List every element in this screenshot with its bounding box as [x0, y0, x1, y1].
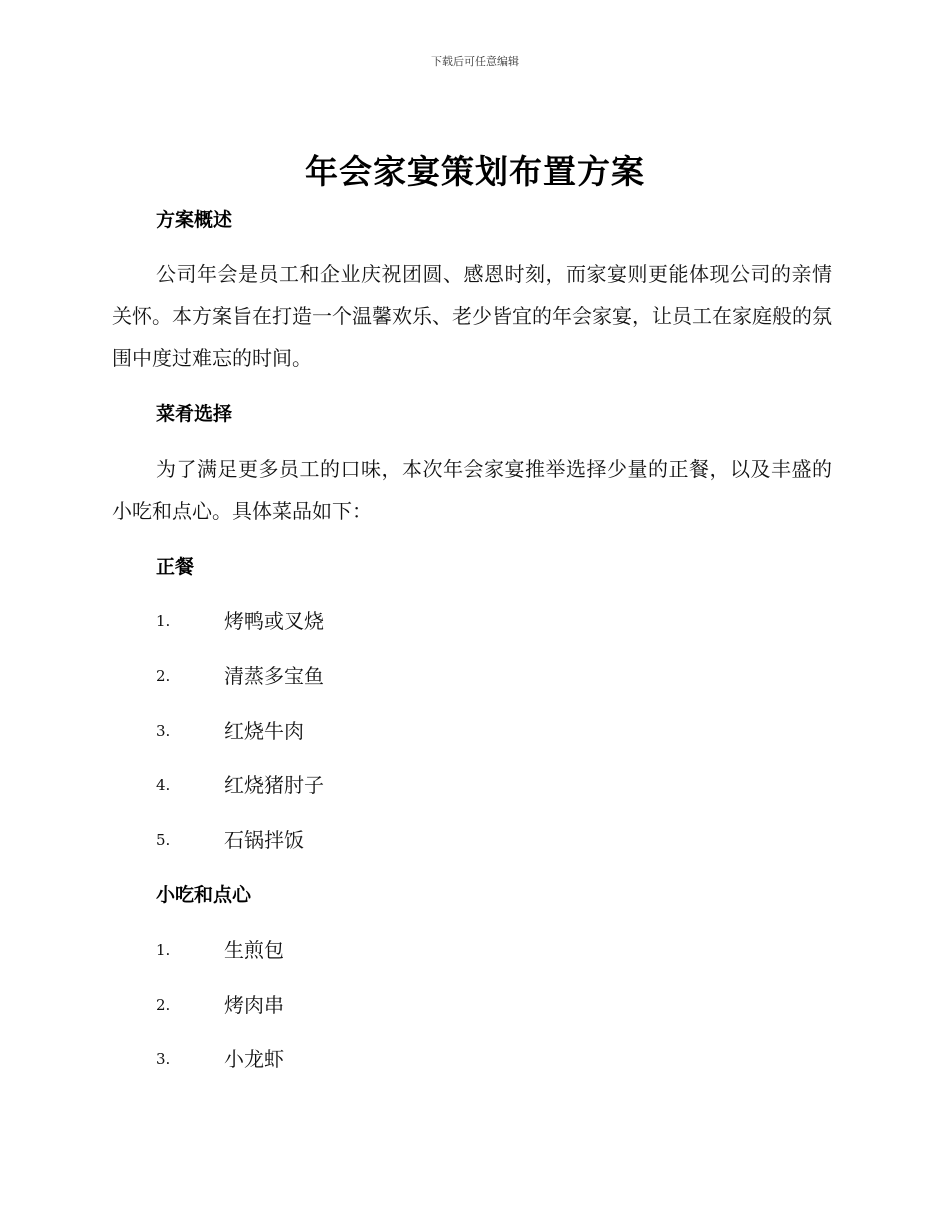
overview-paragraph: 公司年会是员工和企业庆祝团圆、感恩时刻，而家宴则更能体现公司的亲情关怀。本方案旨在打造一个温馨欢乐、老少皆宜的年会家宴，让员工在家庭般的氛围中度过难忘的时间。 — [112, 262, 832, 370]
list-item — [156, 606, 656, 636]
list-item-number: 3. — [156, 722, 171, 740]
list-item — [156, 990, 656, 1020]
list-item-number: 4. — [156, 776, 171, 794]
list-item-text: 红烧猪肘子 — [224, 773, 324, 797]
list-item-text: 生煎包 — [224, 938, 284, 962]
list-item — [156, 716, 656, 746]
list-item-text: 红烧牛肉 — [224, 719, 304, 743]
section-heading-dishes: 菜肴选择 — [156, 403, 233, 425]
list-item-text: 小龙虾 — [224, 1047, 284, 1071]
list-item-text: 烤肉串 — [224, 993, 284, 1017]
list-item — [156, 661, 656, 691]
list-item-number: 2. — [156, 667, 171, 685]
dishes-paragraph: 为了满足更多员工的口味，本次年会家宴推举选择少量的正餐，以及丰盛的小吃和点心。具体菜品如下： — [112, 457, 832, 523]
list-item — [156, 1044, 656, 1074]
list-item-number: 3. — [156, 1050, 171, 1068]
section-heading-main-course: 正餐 — [156, 556, 195, 578]
document-title: 年会家宴策划布置方案 — [305, 152, 645, 191]
list-item — [156, 935, 656, 965]
list-item-text: 清蒸多宝鱼 — [224, 664, 324, 688]
section-heading-overview: 方案概述 — [156, 209, 233, 231]
page-header-note: 下载后可任意编辑 — [431, 55, 519, 68]
list-item-number: 5. — [156, 831, 171, 849]
list-item-number: 1. — [156, 941, 171, 959]
section-heading-snacks: 小吃和点心 — [156, 884, 252, 906]
list-item-text: 石锅拌饭 — [224, 828, 304, 852]
list-item — [156, 770, 656, 800]
list-item-number: 2. — [156, 996, 171, 1014]
list-item-number: 1. — [156, 612, 171, 630]
list-item-text: 烤鸭或叉烧 — [224, 609, 324, 633]
list-item — [156, 825, 656, 855]
